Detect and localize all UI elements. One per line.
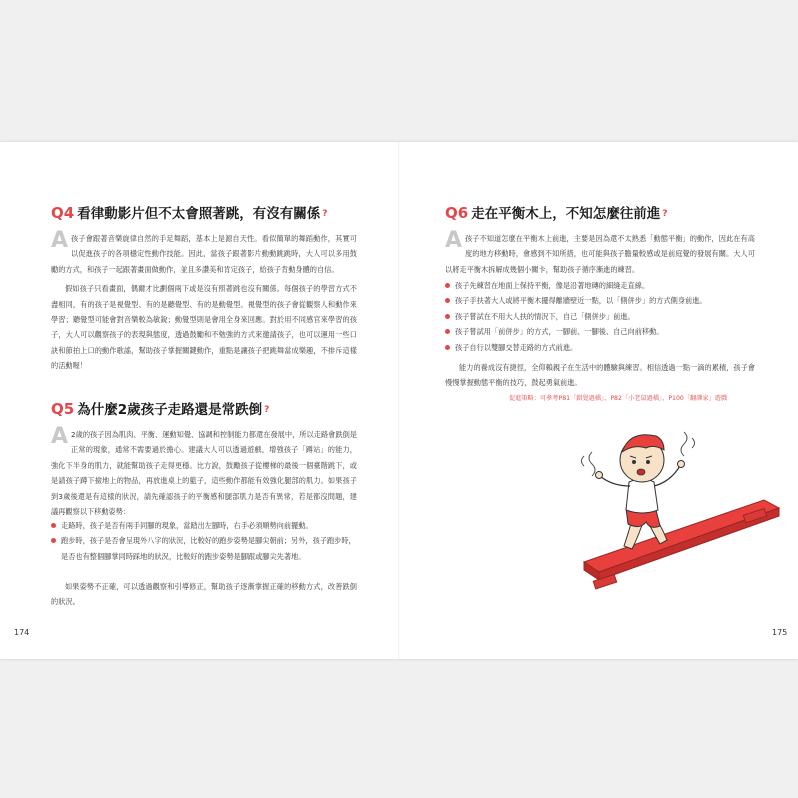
bullet-dot-icon	[445, 298, 450, 303]
right-page	[399, 142, 798, 659]
book-spread	[0, 142, 798, 659]
q6-dropcap: A	[445, 228, 463, 253]
q5-number: Q5	[51, 400, 75, 418]
list-item: 孩子自行以雙腳交替走路的方式前進。	[445, 340, 755, 355]
bullet-dot-icon	[51, 523, 56, 528]
q5-answer	[51, 424, 357, 519]
list-item: 孩子手扶著大人或將平衡木擺得離牆壁近一點，以「側併步」的方式側身前進。	[445, 293, 755, 308]
list-item: 走路時，孩子是否有兩手同腳的現象，當踏出左腳時，右手必須順勢向前擺動。	[51, 518, 357, 533]
q5-title: 為什麼2歲孩子走路還是常跌倒	[77, 402, 263, 418]
q4-paragraph-2: 假如孩子只看畫面，偶爾才比劃個兩下或是沒有照著跳也沒有關係。每個孩子的學習方式不盡相同，有的孩子是視覺型、有的是聽覺型、有的是動覺型。視覺型的孩子會從觀察人和動作來學習；聽覺型可能會對音樂較為敏銳；動覺型則是會用全身來回應。對於用不同感官來學習的孩子，大人可以觀察孩子的表現與態度，透過鼓勵和不勉強的方式來邀請孩子，也可以運用一些口訣和節拍上口的動作歌謠，幫助孩子掌握關鍵動作，重點是讓孩子把跳舞當成樂趣，不排斥這樣的活動喔！	[51, 284, 357, 371]
q5-paragraph-2: 如果姿勢不正確，可以透過觀察和引導修正，幫助孩子逐漸掌握正確的移動方式，改善跌倒的狀況。	[51, 582, 357, 607]
bullet-dot-icon	[445, 314, 450, 319]
q6-answer	[445, 228, 755, 277]
page-number-right: 175	[772, 628, 788, 637]
q6-paragraph-2: 能力的養成沒有捷徑，全仰賴親子在生活中的體驗與練習。相信透過一點一滴的累積，孩子會慢慢掌握動態平衡的技巧，鼓起勇氣前進。	[445, 363, 755, 388]
list-item: 孩子嘗試在不用大人扶的情況下，自己「側併步」前進。	[445, 309, 755, 324]
child-on-balance-beam-illustration	[574, 412, 794, 602]
q4-dropcap: A	[51, 228, 69, 253]
list-item: 孩子先練習在地面上保持平衡，像是沿著地磚的細縫走直線。	[445, 278, 755, 293]
q6-heading	[445, 202, 667, 222]
bullet-dot-icon	[51, 538, 56, 543]
q5-question-mark: ?	[264, 405, 270, 415]
left-page	[0, 142, 399, 659]
q6-question-mark: ?	[662, 209, 668, 219]
q4-number: Q4	[51, 204, 75, 222]
page-number-left: 174	[14, 628, 30, 637]
bullet-dot-icon	[445, 283, 450, 288]
q5-heading	[51, 398, 269, 418]
q4-heading	[51, 202, 327, 222]
q4-paragraph-1: 孩子會跟著音樂旋律自然的手足舞蹈，基本上是源自天性。看似簡單的舞蹈動作，其實可以促進孩子的各項穩定性動作技能。因此，當孩子跟著影片動動跳跳時，大人可以多用鼓勵的方式，和孩子一起跟著畫面做動作，並且多讚美和肯定孩子，給孩子肯動身體的自信。	[51, 234, 357, 274]
bullet-dot-icon	[445, 345, 450, 350]
q6-paragraph-1: 孩子不知道怎麼在平衡木上前進，主要是因為還不太熟悉「動態平衡」的動作，因此在有高度的地方移動時，會感到不知所措，也可能與孩子膽量較感或是前庭覺的發展有關。大人可以將走平衡木拆解成幾個小關卡，幫助孩子循序漸進的練習。	[445, 234, 755, 274]
q5-bullet-list	[51, 518, 357, 564]
balance-beam	[584, 500, 779, 589]
list-item: 孩子嘗試用「前併步」的方式，一腳前、一腳後、自己向前移動。	[445, 324, 755, 339]
q4-answer	[51, 228, 357, 374]
q5-paragraph-1: 2歲的孩子因為肌肉、平衡、運動知覺、協調和控制能力都還在發展中，所以走路會跌倒是正常的現象，通常不需要過於擔心。建議大人可以透過遊戲，增強孩子「蹲站」的能力，強化下半身的肌力，就能幫助孩子走得更穩。比方說，鼓勵孩子從樓梯的最後一個臺階跳下，或是請孩子蹲下撿地上的物品，再放進桌上的籃子，這些動作都能有效強化腿部的肌力。如果孩子到3歲後還是有這樣的狀況，請先確認孩子的平衡感和腿部肌力是否有異常，若是都沒問題，建議再觀察以下移動姿勢：	[51, 430, 357, 517]
list-item: 跑步時，孩子是否會呈現外八字的狀況，比較好的跑步姿勢是腳尖朝前；另外，孩子跑步時，是否也有整個腳掌同時踩地的狀況，比較好的跑步姿勢是腳跟或腳尖先著地。	[51, 533, 357, 564]
q6-title: 走在平衡木上，不知怎麼往前進	[471, 206, 661, 222]
q4-question-mark: ?	[322, 209, 328, 219]
q4-title: 看律動影片但不太會照著跳，有沒有關係	[77, 206, 321, 222]
q5-dropcap: A	[51, 424, 69, 449]
related-games-note: 促進策略：可參考P81「錯覺過橋」、P82「小老鼠過橋」、P100「翻譯家」遊戲	[509, 395, 728, 402]
bullet-dot-icon	[445, 329, 450, 334]
q6-number: Q6	[445, 204, 469, 222]
q6-bullet-list	[445, 278, 755, 355]
